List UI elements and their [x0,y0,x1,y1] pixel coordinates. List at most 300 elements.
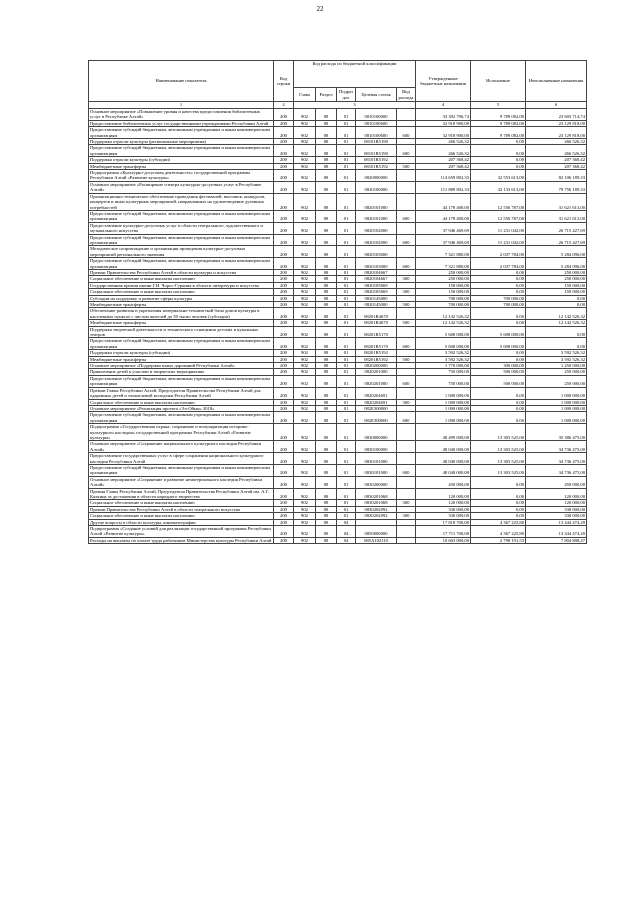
row-razdel: 08 [316,375,337,387]
row-line-code: 200 [274,506,294,512]
row-razdel: 08 [316,308,337,320]
row-razdel: 08 [316,412,337,424]
row-unexecuted: 120 000,00 [526,500,587,506]
page-number: 22 [316,5,324,13]
row-podrazdel: 01 [337,234,356,246]
row-approved: 250 000,00 [416,276,471,282]
row-target: 0820200000 [356,363,397,369]
row-podrazdel: 01 [337,513,356,519]
row-target: 0830202092 [356,513,397,519]
row-name: Организационно-техническое обеспечение проведения фестивалей, выставок, конкурсов, концертов и иных культурных мероприятий, направленных на удовлетворение духовных потребностей [89,193,274,210]
row-podrazdel: 01 [337,326,356,338]
row-glava: 902 [294,476,316,488]
row-podrazdel: 01 [337,163,356,169]
row-glava: 902 [294,222,316,234]
row-executed: 12 556 787,00 [471,210,526,222]
row-target: 08101R5190 [356,145,397,157]
row-executed: 0,00 [471,350,526,356]
row-glava: 902 [294,350,316,356]
row-unexecuted: 12 142 526,32 [526,308,587,320]
row-glava: 902 [294,109,316,121]
row-executed: 0,00 [471,500,526,506]
row-line-code: 200 [274,170,294,182]
row-target: 0820105669 [356,289,397,295]
row-name: Обеспечение развития и укрепления материально-технической базы домов культуры в населенных пунктах с числом жителей до 50 тысяч человек (субсидии) [89,308,274,320]
row-vid: 600 [397,375,416,387]
row-target: 0820105669 [356,282,397,288]
row-razdel: 08 [316,120,337,126]
row-glava: 902 [294,127,316,139]
row-glava: 902 [294,308,316,320]
row-line-code: 200 [274,289,294,295]
row-executed: 13 303 525,00 [471,424,526,441]
row-target: 0830201068 [356,488,397,500]
row-executed: 0,00 [471,513,526,519]
row-approved: 120 000,00 [416,500,471,506]
row-target: 085А102110 [356,537,397,543]
row-glava: 902 [294,163,316,169]
row-razdel: 08 [316,326,337,338]
row-unexecuted: 34 736 475,00 [526,453,587,465]
row-approved: 266 526,32 [416,139,471,145]
row-vid: 300 [397,513,416,519]
row-executed: 32 133 613,00 [471,181,526,193]
row-unexecuted: 150 000,00 [526,289,587,295]
row-podrazdel: 01 [337,120,356,126]
row-line-code: 200 [274,464,294,476]
row-podrazdel: 01 [337,282,356,288]
row-razdel: 08 [316,181,337,193]
row-line-code: 200 [274,500,294,506]
row-unexecuted: 3 592 526,32 [526,356,587,362]
row-unexecuted: 31 621 613,00 [526,193,587,210]
row-line-code: 200 [274,363,294,369]
row-podrazdel: 01 [337,412,356,424]
row-razdel: 08 [316,424,337,441]
row-approved: 44 178 400,00 [416,210,471,222]
index-cell: 1 [89,102,274,109]
row-podrazdel: 01 [337,506,356,512]
row-vid: 500 [397,302,416,308]
row-approved: 700 000,00 [416,295,471,301]
row-podrazdel: 01 [337,258,356,270]
row-podrazdel: 01 [337,295,356,301]
row-vid: 500 [397,356,416,362]
header-executed: Исполнение [471,61,526,102]
row-unexecuted: 1 000 000,00 [526,387,587,399]
row-line-code: 200 [274,163,294,169]
row-approved: 32 918 900,00 [416,120,471,126]
row-razdel: 08 [316,369,337,375]
row-unexecuted: 250 000,00 [526,375,587,387]
row-glava: 902 [294,412,316,424]
row-razdel: 08 [316,222,337,234]
row-executed: 9 789 082,00 [471,120,526,126]
row-glava: 902 [294,537,316,543]
row-target: 08101R5190 [356,139,397,145]
index-cell: 6 [526,102,587,109]
row-razdel: 08 [316,356,337,362]
row-podrazdel: 04 [337,519,356,525]
row-target: 0830201068 [356,500,397,506]
row-glava: 902 [294,399,316,405]
row-executed: 13 303 525,00 [471,453,526,465]
row-line-code: 200 [274,375,294,387]
row-podrazdel: 01 [337,193,356,210]
table-row [89,181,587,193]
row-razdel: 08 [316,441,337,453]
table-row [89,526,587,538]
row-line-code: 200 [274,338,294,350]
row-glava: 902 [294,193,316,210]
row-name: Межбюджетные трансферты [89,163,274,169]
column-index-row [89,102,587,109]
row-executed: 0,00 [471,387,526,399]
row-line-code: 200 [274,222,294,234]
row-approved: 150 000,00 [416,282,471,288]
row-razdel: 08 [316,289,337,295]
row-vid [397,170,416,182]
row-unexecuted: 450 000,00 [526,476,587,488]
row-target: 0820204691 [356,387,397,399]
row-executed: 5 608 000,00 [471,326,526,338]
row-razdel: 08 [316,399,337,405]
row-name: Премии Правительства Республики Алтай в области культуры и искусства [89,269,274,275]
row-razdel: 08 [316,506,337,512]
row-executed: 0,00 [471,476,526,488]
row-unexecuted: 0,00 [526,326,587,338]
row-executed: 0,00 [471,163,526,169]
row-glava: 902 [294,145,316,157]
row-approved: 3 592 526,32 [416,350,471,356]
row-glava: 902 [294,513,316,519]
row-executed: 32 553 613,00 [471,170,526,182]
row-razdel: 08 [316,210,337,222]
row-podrazdel: 01 [337,488,356,500]
row-line-code: 200 [274,234,294,246]
row-unexecuted: 35 386 475,00 [526,424,587,441]
row-target: 0830101000 [356,464,397,476]
row-podrazdel: 01 [337,387,356,399]
row-vid: 300 [397,500,416,506]
row-podrazdel: 01 [337,399,356,405]
row-name: Предоставление культурно-досуговых услуг в области театрального, художественного и музыкального искусства [89,222,274,234]
row-glava: 902 [294,506,316,512]
row-unexecuted: 26 715 427,69 [526,234,587,246]
row-glava: 902 [294,210,316,222]
row-razdel: 08 [316,139,337,145]
row-podrazdel: 01 [337,210,356,222]
row-razdel: 08 [316,405,337,411]
row-target: 0810100000 [356,109,397,121]
row-razdel: 08 [316,258,337,270]
header-name: Наименование показателя [89,61,274,102]
row-glava: 902 [294,363,316,369]
row-unexecuted: 31 621 613,00 [526,210,587,222]
row-approved: 1 000 000,00 [416,387,471,399]
row-target: 0820145000 [356,302,397,308]
row-name: Основное мероприятие «Расширение спектра культурно-досуговых услуг в Республике Алтай» [89,181,274,193]
row-approved: 1 770 000,00 [416,363,471,369]
row-approved: 10 603 000,00 [416,537,471,543]
row-razdel: 08 [316,193,337,210]
row-podrazdel: 01 [337,302,356,308]
table-row [89,246,587,258]
table-row [89,441,587,453]
row-executed: 9 789 082,00 [471,127,526,139]
row-name: Премия Главы Республики Алтай, Председателя Правительства Республики Алтай им. А.Г. Калкина за достижения в области народного творчества [89,488,274,500]
row-glava: 902 [294,369,316,375]
row-target: 082Е300000 [356,412,397,424]
row-line-code: 200 [274,120,294,126]
row-name: Методическое сопровождение и организация проведения культурно-досуговых мероприятий регионального значения [89,246,274,258]
row-podrazdel: 01 [337,170,356,182]
row-line-code: 200 [274,308,294,320]
row-vid [397,526,416,538]
row-approved: 33 392 796,74 [416,109,471,121]
row-approved: 32 918 900,00 [416,127,471,139]
table-row [89,537,587,543]
row-vid [397,193,416,210]
row-approved: 7 321 880,00 [416,246,471,258]
row-razdel: 08 [316,363,337,369]
row-podrazdel: 01 [337,139,356,145]
index-cell: 3 [294,102,416,109]
index-cell: 2 [274,102,294,109]
row-name: Межбюджетные трансферты [89,302,274,308]
row-executed: 0,00 [471,276,526,282]
row-approved: 48 040 000,00 [416,464,471,476]
row-razdel: 08 [316,453,337,465]
row-target: 0830100000 [356,441,397,453]
row-podrazdel: 01 [337,500,356,506]
row-unexecuted: 1 250 000,00 [526,363,587,369]
row-unexecuted: 1 000 000,00 [526,405,587,411]
row-glava: 902 [294,258,316,270]
row-approved: 17 711 700,00 [416,526,471,538]
row-podrazdel: 04 [337,537,356,543]
table-row [89,170,587,182]
row-executed: 2 037 784,00 [471,258,526,270]
row-approved: 700 000,00 [416,302,471,308]
header-budget-code-group: Код расхода по бюджетной классификации [294,61,416,88]
row-approved: 1 000 000,00 [416,399,471,405]
row-executed: 0,00 [471,289,526,295]
row-vid [397,308,416,320]
row-target: 0850000000 [356,526,397,538]
row-glava: 902 [294,387,316,399]
row-podrazdel: 01 [337,375,356,387]
row-target: 0820101000 [356,210,397,222]
row-vid: 600 [397,412,416,424]
row-executed: 700 000,00 [471,302,526,308]
row-podrazdel: 01 [337,405,356,411]
row-target: 0820101000 [356,193,397,210]
row-glava: 902 [294,356,316,362]
row-glava: 902 [294,181,316,193]
row-vid: 300 [397,399,416,405]
row-unexecuted: 120 000,00 [526,488,587,500]
table-body [89,109,587,544]
row-name: Основное мероприятие «Сохранение национального культурного наследия Республики Алтай» [89,441,274,453]
row-glava: 902 [294,519,316,525]
table-row [89,210,587,222]
row-name: Подпрограмма «Культурно-досуговая деятельность» государственной программы Республики Алтай «Развитие культуры» [89,170,274,182]
row-name: Основное мероприятие «Повышение уровня и качества предоставления библиотечных услуг в Республике Алтай» [89,109,274,121]
row-razdel: 08 [316,500,337,506]
row-name: Привлечение детей к участию в творческих мероприятиях [89,369,274,375]
row-executed: 0,00 [471,139,526,145]
row-executed: 0,00 [471,145,526,157]
row-unexecuted: 23 129 818,00 [526,127,587,139]
row-approved: 5 608 000,00 [416,326,471,338]
row-glava: 902 [294,302,316,308]
row-approved: 250 000,00 [416,269,471,275]
row-razdel: 08 [316,269,337,275]
row-name: Основное мероприятие «Сохранение и развитие нематериального наследия Республики Алтай» [89,476,274,488]
row-approved: 44 178 400,00 [416,193,471,210]
row-razdel: 08 [316,302,337,308]
row-approved: 150 000,00 [416,289,471,295]
row-vid: 500 [397,163,416,169]
row-line-code: 200 [274,193,294,210]
row-approved: 207 368,42 [416,163,471,169]
table-row [89,234,587,246]
row-approved: 12 142 526,32 [416,320,471,326]
row-target: 0830200000 [356,476,397,488]
table-row [89,127,587,139]
row-podrazdel: 01 [337,453,356,465]
row-unexecuted: 5 284 096,00 [526,258,587,270]
row-unexecuted: 250 000,00 [526,276,587,282]
row-unexecuted: 150 000,00 [526,282,587,288]
row-executed: 500 000,00 [471,375,526,387]
row-glava: 902 [294,289,316,295]
row-podrazdel: 01 [337,276,356,282]
row-line-code: 200 [274,282,294,288]
row-approved: 450 000,00 [416,476,471,488]
row-approved: 750 000,00 [416,375,471,387]
row-razdel: 08 [316,276,337,282]
header-podrazdel: Подраз дел [337,88,356,102]
row-line-code: 200 [274,276,294,282]
row-podrazdel: 01 [337,127,356,139]
row-target: 08201R4670 [356,320,397,326]
row-target: 0820201000 [356,375,397,387]
row-target: 0830202092 [356,506,397,512]
row-approved: 48 040 000,00 [416,441,471,453]
row-name: Предоставление субсидий бюджетным, автономным учреждениям и иным некоммерческим организациям [89,412,274,424]
row-podrazdel: 01 [337,320,356,326]
row-podrazdel: 01 [337,350,356,356]
table-row [89,412,587,424]
row-podrazdel: 01 [337,441,356,453]
row-target: 08101R5192 [356,163,397,169]
row-name: Межбюджетные трансферты [89,320,274,326]
row-razdel: 08 [316,234,337,246]
row-podrazdel: 01 [337,289,356,295]
row-name: Предоставление субсидий бюджетным, автономным учреждениям и иным некоммерческим организациям [89,258,274,270]
row-podrazdel: 01 [337,369,356,375]
row-glava: 902 [294,375,316,387]
row-unexecuted: 13 444 474,20 [526,519,587,525]
row-name: Предоставление субсидий бюджетным, автономным учреждениям и иным некоммерческим организациям [89,338,274,350]
row-approved: 3 592 526,32 [416,356,471,362]
index-cell: 5 [471,102,526,109]
row-approved: 111 889 802,33 [416,181,471,193]
row-razdel: 08 [316,464,337,476]
row-name: Премии Правительства Республики Алтай в области театрального искусства [89,506,274,512]
row-razdel: 08 [316,282,337,288]
table-row [89,387,587,399]
row-executed: 11 231 042,00 [471,222,526,234]
row-vid: 600 [397,145,416,157]
row-name: Предоставление субсидий бюджетным, автономным учреждениям и иным некоммерческим организациям [89,145,274,157]
row-vid: 600 [397,258,416,270]
row-name: Социальное обеспечение и иные выплаты населению [89,399,274,405]
row-vid [397,424,416,441]
row-podrazdel: 01 [337,308,356,320]
row-approved: 330 000,00 [416,513,471,519]
row-name: Предоставление субсидий бюджетным, автономным учреждениям и иным некоммерческим организациям [89,234,274,246]
header-approved: Утвержденные бюджетные назначения [416,61,471,102]
row-line-code: 200 [274,412,294,424]
row-glava: 902 [294,276,316,282]
header-glava: Глава [294,88,316,102]
row-unexecuted: 330 000,00 [526,513,587,519]
row-line-code: 200 [274,537,294,543]
row-razdel: 08 [316,320,337,326]
row-line-code: 200 [274,145,294,157]
row-executed: 13 303 525,00 [471,464,526,476]
row-name: Предоставление библиотечных услуг государственными учреждениями Республики Алтай [89,120,274,126]
row-executed: 0,00 [471,412,526,424]
row-executed: 9 789 082,00 [471,109,526,121]
row-unexecuted: 266 526,32 [526,145,587,157]
row-approved: 1 000 000,00 [416,405,471,411]
row-executed: 0,00 [471,488,526,500]
row-razdel: 08 [316,109,337,121]
table-row [89,488,587,500]
row-executed: 13 303 525,00 [471,441,526,453]
row-executed: 0,00 [471,269,526,275]
row-glava: 902 [294,269,316,275]
row-line-code: 200 [274,387,294,399]
row-razdel: 08 [316,519,337,525]
row-target: 0820201000 [356,369,397,375]
row-razdel: 08 [316,163,337,169]
row-glava: 902 [294,120,316,126]
row-executed: 11 231 042,00 [471,234,526,246]
row-line-code: 200 [274,139,294,145]
row-podrazdel: 01 [337,424,356,441]
row-line-code: 200 [274,441,294,453]
row-name: Расходы на выплаты по оплате труда работников Министерства культуры Республики Алтай [89,537,274,543]
row-executed: 12 556 787,00 [471,193,526,210]
row-podrazdel: 01 [337,157,356,163]
row-podrazdel: 01 [337,363,356,369]
row-podrazdel: 01 [337,246,356,258]
row-glava: 902 [294,320,316,326]
row-razdel: 08 [316,170,337,182]
row-unexecuted: 1 000 000,00 [526,399,587,405]
row-executed: 0,00 [471,405,526,411]
row-executed: 4 367 225,80 [471,519,526,525]
row-line-code: 200 [274,399,294,405]
row-glava: 902 [294,424,316,441]
table-row [89,338,587,350]
row-unexecuted: 250 000,00 [526,269,587,275]
